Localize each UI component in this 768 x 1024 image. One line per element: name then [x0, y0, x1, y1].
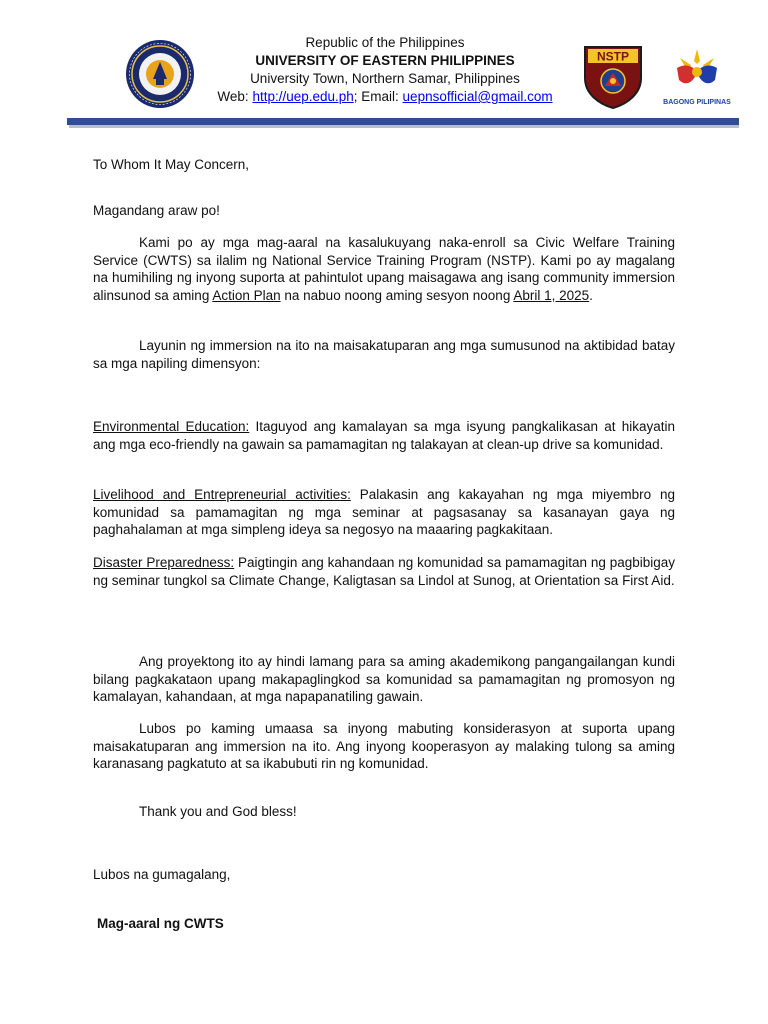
email-label: ; Email:	[353, 89, 403, 104]
bagong-pilipinas-text: BAGONG PILIPINAS	[663, 99, 731, 106]
website-link[interactable]: http://uep.edu.ph	[252, 89, 354, 104]
greeting: Magandang araw po!	[93, 203, 220, 218]
email-link[interactable]: uepnsofficial@gmail.com	[402, 89, 553, 104]
dimension-title: Livelihood and Entrepreneurial activities:	[93, 487, 351, 502]
signature-line: Mag-aaral ng CWTS	[97, 916, 224, 931]
dimension-disaster	[93, 554, 675, 589]
dimension-text: Itaguyod ang kamalayan sa mga isyung pangkalikasan at hikayatin ang mga eco-friendly na gawain sa pamamagitan ng talakayan at clean-up drive sa komunidad.	[93, 419, 675, 452]
university-name: UNIVERSITY OF EASTERN PHILIPPINES	[255, 53, 515, 68]
session-date: Abril 1, 2025	[513, 287, 590, 303]
objective-paragraph: Layunin ng immersion na ito na maisakatuparan ang mga sumusunod na aktibidad batay sa mga napiling dimensyon:	[93, 338, 675, 371]
letterhead-text	[200, 34, 570, 106]
web-label: Web:	[217, 89, 253, 104]
contact-line	[200, 88, 570, 106]
letterhead	[0, 0, 768, 140]
dimension-text: Paigtingin ang kahandaan ng komunidad sa pamamagitan ng pagbibigay ng seminar tungkol sa Climate Change, Kaligtasan sa Lindol at Sunog, at Orientation sa First Aid.	[93, 555, 675, 588]
university-address: University Town, Northern Samar, Philippines	[250, 71, 520, 86]
project-paragraph: Ang proyektong ito ay hindi lamang para sa aming akademikong pangangailangan kundi bilang pagkakataon upang makapaglingkod sa komunidad sa pamamagitan ng promosyon ng kamalayan, kahandaan, at mga napapanatiling gawain.	[93, 654, 675, 704]
action-plan-ref: Action Plan	[212, 287, 281, 303]
republic-line: Republic of the Philippines	[305, 35, 465, 50]
university-seal-logo	[121, 39, 199, 109]
dimension-title: Environmental Education:	[93, 419, 250, 434]
header-divider-shadow	[69, 125, 739, 128]
dimension-text: Palakasin ang kakayahan ng mga miyembro ng komunidad sa pamamagitan ng mga seminar at pagsasanay sa kasanayan gaya ng paghahalaman at mga simpleng ideya sa negosyo na maaaring pagkakitaan.	[93, 487, 675, 537]
nstp-logo-text: NSTP	[596, 49, 630, 64]
nstp-shield-logo	[582, 44, 644, 110]
bagong-pilipinas-logo	[660, 44, 734, 108]
salutation: To Whom It May Concern,	[93, 157, 250, 172]
thanks-line: Thank you and God bless!	[139, 804, 297, 819]
dimension-environmental	[93, 418, 675, 453]
request-paragraph: Lubos po kaming umaasa sa inyong mabuting konsiderasyon at suporta upang maisakatuparan ang immersion na ito. Ang inyong kooperasyon ay malaking tulong sa aming karanasang pagkatuto at sa ikabubuti rin ng komunidad.	[93, 721, 675, 771]
intro-period: .	[589, 287, 593, 303]
closing-line: Lubos na gumagalang,	[93, 867, 231, 882]
header-divider	[67, 118, 739, 125]
intro-text: Kami po ay mga mag-aaral na kasalukuyang naka-enroll sa Civic Welfare Training Service (CWTS) sa ilalim ng National Service Training Program (NSTP). Kami po ay magalang na humihiling ng inyong suporta at pahintulot upang maisagawa ang isang community immersion alinsunod sa aming	[93, 235, 675, 303]
dimension-livelihood	[93, 486, 675, 539]
intro-text-2: na nabuo noong aming sesyon noong	[280, 287, 514, 303]
intro-paragraph	[93, 234, 675, 304]
dimension-title: Disaster Preparedness:	[93, 555, 235, 570]
